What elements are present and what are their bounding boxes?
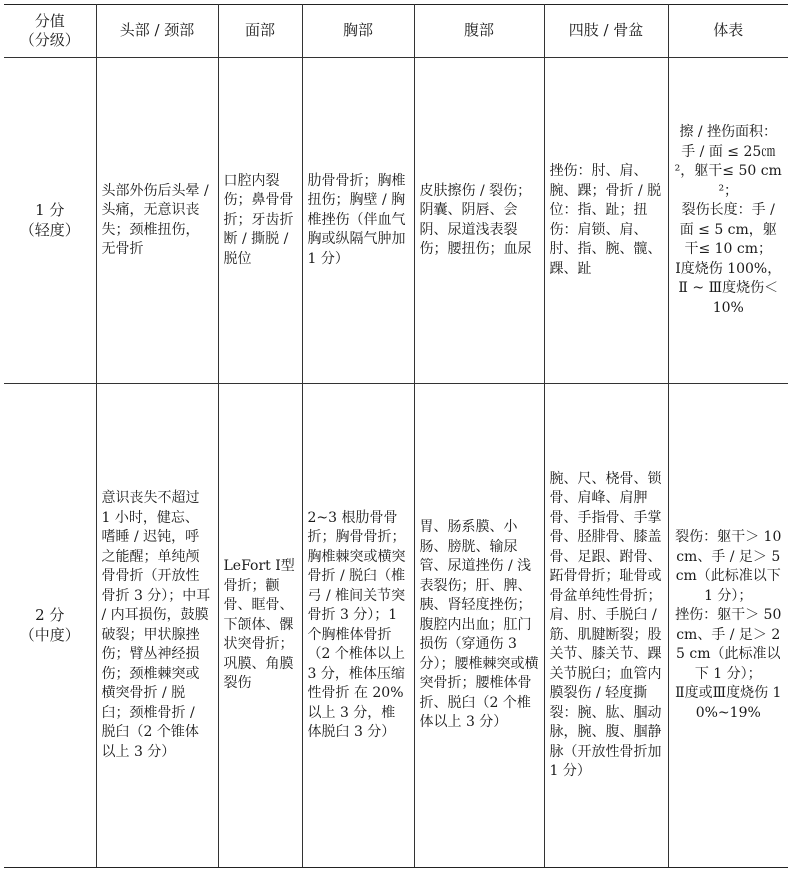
- cell-body-surface: [668, 58, 788, 384]
- cell-abdomen: [414, 384, 544, 868]
- body-surface-text: 裂伤：躯干＞ 10 cm、手 / 足＞ 5 cm（此标准以下 1 分）； 挫伤：躯干＞ 50 cm、手 / 足＞ 25 cm（此标准以下 1 分）； Ⅱ度或Ⅲ度烧伤 10%~19%: [675, 529, 782, 721]
- cell-limbs-pelvis: [544, 58, 668, 384]
- score-text: 1 分 （轻度）: [19, 201, 80, 239]
- header-score: [4, 5, 96, 58]
- cell-head-neck: [96, 58, 218, 384]
- header-limbs-pelvis-label: 四肢 / 骨盆: [568, 21, 644, 40]
- table-row: [4, 384, 788, 868]
- cell-chest: [302, 58, 414, 384]
- header-chest: [302, 5, 414, 58]
- header-row: [4, 5, 788, 58]
- header-score-label: 分值 （分级）: [19, 11, 80, 49]
- limbs-pelvis-text: 腕、尺、桡骨、锁骨、肩峰、肩胛骨、手指骨、手掌骨、胫腓骨、膝盖骨、足跟、跗骨、跖骨骨折；耻骨或骨盆单纯性骨折；肩、肘、手脱臼 / 筋、肌腱断裂；股关节、膝关节、踝关节脱臼；血管内膜裂伤 / 轻度撕裂：腕、肱、腘动脉，腕、腹、腘静脉（开放性骨折加 1 分）: [549, 470, 662, 779]
- score-text: 2 分 （中度）: [19, 606, 80, 644]
- cell-abdomen: [414, 58, 544, 384]
- chest-text: 肋骨骨折；胸椎扭伤；胸壁 / 胸椎挫伤（伴血气胸或纵隔气肿加 1 分）: [307, 172, 406, 267]
- face-text: 口腔内裂伤；鼻骨骨折；牙齿折断 / 撕脱 / 脱位: [223, 172, 294, 267]
- header-limbs-pelvis: [544, 5, 668, 58]
- abdomen-text: 皮肤擦伤 / 裂伤；阴囊、阴唇、会阴、尿道浅表裂伤；腰扭伤；血尿: [419, 182, 532, 257]
- abdomen-text: 胃、肠系膜、小肠、膀胱、输尿管、尿道挫伤 / 浅表裂伤；肝、脾、胰、肾轻度挫伤；腹腔内出血；肛门损伤（穿通伤 3 分）；腰椎棘突或横突骨折；腰椎体骨折、脱臼（2 个椎体以上 3 分）: [419, 519, 539, 731]
- cell-score: [4, 384, 96, 868]
- injury-severity-table: [4, 4, 788, 868]
- header-abdomen-label: 腹部: [463, 21, 494, 40]
- cell-limbs-pelvis: [544, 384, 668, 868]
- limbs-pelvis-text: 挫伤：肘、肩、腕、踝；骨折 / 脱位：指、趾；扭伤：肩锁、肩、肘、指、腕、髋、踝、趾: [549, 163, 662, 277]
- cell-body-surface: [668, 384, 788, 868]
- head-neck-text: 意识丧失不超过 1 小时，健忘、嗜睡 / 迟钝，呼之能醒；单纯颅骨骨折（开放性骨折 3 分）；中耳 / 内耳损伤，鼓膜破裂；甲状腺挫伤；臂丛神经损伤；颈椎棘突或横突骨折 / 脱臼；颈椎骨折 / 脱臼（2 个锥体以上 3 分）: [101, 490, 211, 760]
- face-text: LeFort Ⅰ型骨折；颧骨、眶骨、下颌体、髁状突骨折；巩膜、角膜裂伤: [223, 558, 295, 692]
- cell-score: [4, 58, 96, 384]
- body-surface-text: 擦 / 挫伤面积：手 / 面 ≤ 25㎝²，躯干≤ 50 cm²； 裂伤长度：手 / 面 ≤ 5 cm，躯干≤ 10 cm； Ⅰ度烧伤 100%， Ⅱ ~ Ⅲ度烧伤＜ 10%: [674, 124, 782, 316]
- header-face-label: 面部: [244, 21, 275, 40]
- header-chest-label: 胸部: [342, 21, 373, 40]
- header-body-surface: [668, 5, 788, 58]
- table-body: [4, 58, 788, 868]
- cell-chest: [302, 384, 414, 868]
- cell-face: [218, 58, 302, 384]
- header-face: [218, 5, 302, 58]
- header-body-surface-label: 体表: [713, 21, 744, 40]
- cell-face: [218, 384, 302, 868]
- table-header: [4, 5, 788, 58]
- header-abdomen: [414, 5, 544, 58]
- head-neck-text: 头部外伤后头晕 / 头痛，无意识丧失；颈椎扭伤，无骨折: [101, 182, 209, 257]
- header-head-neck: [96, 5, 218, 58]
- header-head-neck-label: 头部 / 颈部: [119, 21, 195, 40]
- chest-text: 2~3 根肋骨骨折；胸骨骨折；胸椎棘突或横突骨折 / 脱臼（椎弓 / 椎间关节突骨折 3 分）；1 个胸椎体骨折（2 个椎体以上 3 分，椎体压缩性骨折 在 20% 以上 3 分，椎体脱臼 3 分）: [307, 509, 406, 740]
- cell-head-neck: [96, 384, 218, 868]
- table-row: [4, 58, 788, 384]
